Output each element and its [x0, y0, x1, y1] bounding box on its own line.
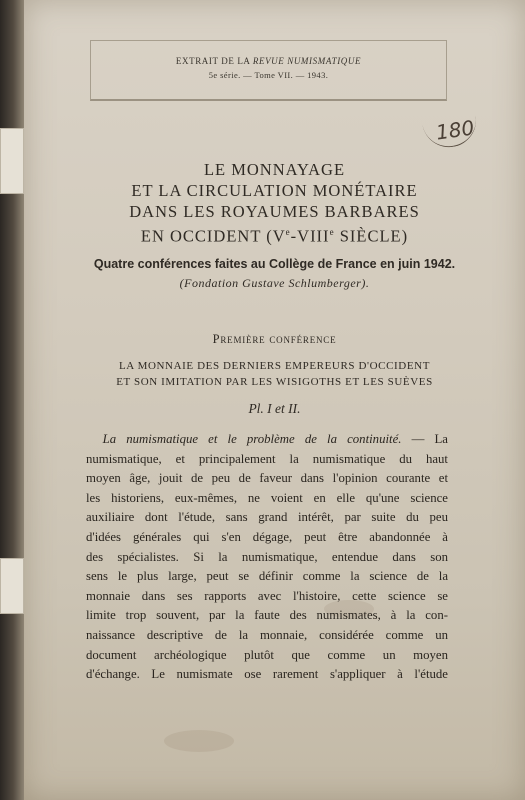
tape-strip-top — [0, 128, 24, 194]
title-line-2: ET LA CIRCULATION MONÉTAIRE — [131, 181, 418, 200]
body-paragraph — [86, 430, 448, 685]
body-line: d'échange. Le numismate ose rarement s'appliquer à l'étude — [86, 667, 448, 682]
title-line-4-post: SIÈCLE) — [334, 226, 409, 246]
title-line-3: DANS LES ROYAUMES BARBARES — [129, 202, 420, 221]
body-line: les historiens, eux-mêmes, ne voient en elle qu'une science — [86, 490, 448, 505]
body-line: sens le plus large, peut se définir comme la science de la — [86, 569, 448, 584]
title-line-4-pre: EN OCCIDENT (V — [140, 226, 286, 246]
title-line-4-mid: -VIII — [290, 226, 330, 246]
body-line: monnaie dans ses rapports avec l'histoire, cette science se — [86, 588, 448, 603]
body-line: limite trop souvent, par la faute des numismates, à la con- — [86, 608, 448, 623]
document-page — [24, 0, 525, 800]
conference-title-line-1: LA MONNAIE DES DERNIERS EMPEREURS D'OCCIDENT — [118, 360, 431, 372]
body-lead-rest: — La — [401, 432, 448, 446]
conference-label: Première conférence — [212, 332, 337, 346]
subtitle-foundation: (Fondation Gustave Schlumberger). — [179, 276, 370, 290]
title-sup-1: e — [285, 227, 291, 237]
journal-name: REVUE NUMISMATIQUE — [252, 56, 362, 66]
title-line-4 — [24, 222, 525, 247]
header-extract-line — [91, 56, 446, 66]
handwritten-number: 180 — [434, 115, 476, 145]
conference-title-line-2: ET SON IMITATION PAR LES WISIGOTHS ET LES SUÈVES — [116, 376, 433, 388]
body-line: moyen âge, jouit de peu de faveur dans l'opinion courante et — [86, 471, 448, 486]
header-box — [90, 40, 447, 101]
tape-strip-bottom — [0, 558, 24, 614]
body-line: numismatique, et principalement la numismatique du haut — [86, 451, 448, 466]
subtitle-conferences: Quatre conférences faites au Collège de France en juin 1942. — [93, 257, 456, 271]
plates-reference: Pl. I et II. — [248, 401, 301, 416]
body-lead-italic: La numismatique et le problème de la continuité. — [102, 432, 402, 446]
body-line: document archéologique plutôt que comme un moyen — [86, 647, 448, 662]
body-line: naissance descriptive de la monnaie, considérée comme un — [86, 627, 448, 642]
body-line: des spécialistes. Si la numismatique, entendue dans son — [86, 549, 448, 564]
body-line — [86, 430, 448, 450]
title-sup-2: e — [329, 227, 335, 237]
body-line: auxiliaire dont l'étude, sans grand intérêt, par suite du peu — [86, 510, 448, 525]
extract-prefix: EXTRAIT DE LA — [175, 56, 253, 66]
series-line: 5e série. — Tome VII. — 1943. — [208, 70, 329, 80]
body-line: d'idées générales qui s'en dégage, peut être abandonnée à — [86, 529, 448, 544]
paper-stain — [164, 730, 234, 752]
book-spine — [0, 0, 24, 800]
title-line-1: LE MONNAYAGE — [203, 160, 346, 179]
